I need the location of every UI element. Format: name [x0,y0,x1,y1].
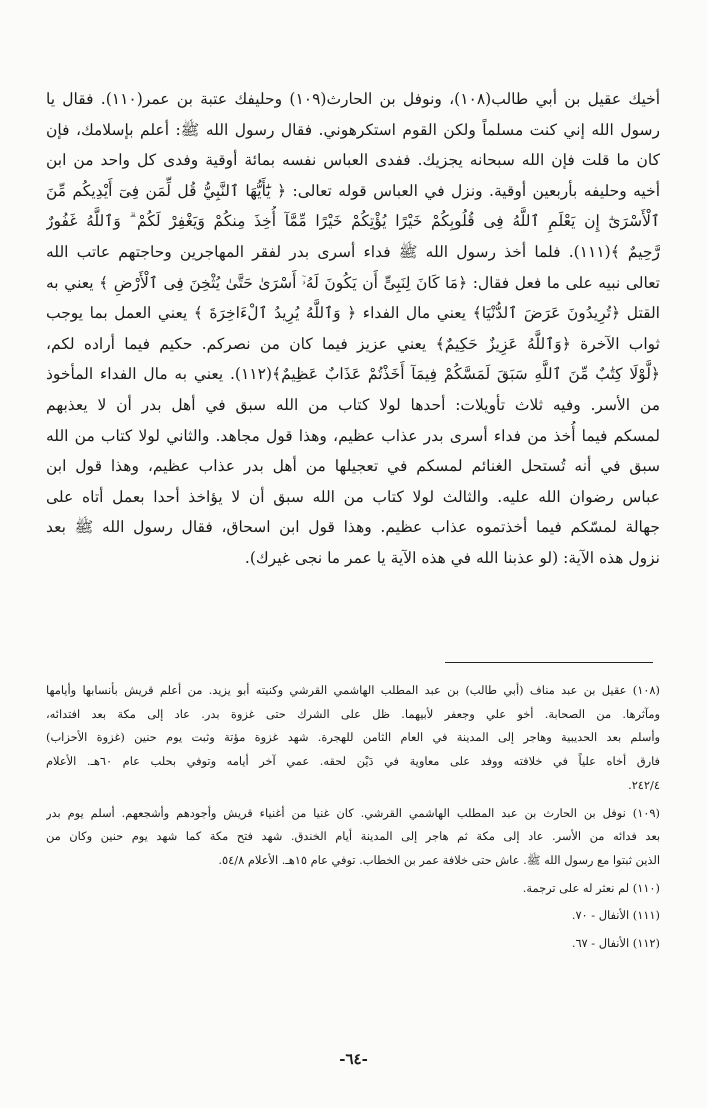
footnote-110 [46,877,660,901]
footnote-divider [445,662,653,663]
text-line: نزول هذه الآية: (لو عذبنا الله في هذه الآية يا عمر ما نجى غيرك). [244,548,660,567]
footnote-line: فارق أخاه علياً في خلافته ووفد على معاوية في دَيْن لحقه. عمي آخر أيامه وتوفي بحلب عام ٦٠هـ. الأعلام [46,754,660,769]
footnote-line: (١٠٩) نوفل بن الحارث بن عبد المطلب الهاشمي القرشي. كان غنيا من أغنياء قريش وأجودهم وأشجعهم. أسلم يوم بدر [46,805,660,820]
text-line: سبق في أنه تُستحل الغنائم لمسكم في تعجيلها من أهل بدر عذاب عظيم، وهذا قول ابن [46,457,660,476]
text-line: جهالة لمسّكم فيما أخذتموه عذاب عظيم. وهذا قول ابن اسحاق، فقال رسول الله ﷺ بعد [46,518,660,537]
text-line: القتل ﴿تُرِيدُونَ عَرَضَ ٱلدُّنْيَا﴾ يعني مال الفداء ﴿ وَٱللَّهُ يُرِيدُ ٱلْءَاخِرَةَ ﴾ يعني العمل بما يوجب [46,304,660,323]
text-line: لمسكم فيما أُخذ من فداء أسرى بدر عذاب عظيم، وهذا قول مجاهد. والثاني لولا كتاب من الله [46,426,660,445]
footnote-line: (١١٠) لم نعثر له على ترجمة. [522,880,660,895]
footnote-line: الذين ثبتوا مع رسول الله ﷺ. عاش حتى خلافة عمر بن الخطاب. توفي عام ١٥هـ. الأعلام ٥٤/٨. [218,852,660,867]
footnotes [46,679,660,960]
text-line: ٱلْأَسْرَىٰٓ إِن يَعْلَمِ ٱللَّهُ فِى قُلُوبِكُمْ خَيْرًا يُؤْتِكُمْ خَيْرًا مِّمَّآ أُخِذَ مِنكُمْ وَيَغْفِرْ لَكُمْ ۗ وَٱللَّهُ غَفُورٌ [46,212,660,231]
footnote-112 [46,932,660,956]
text-line: كان ما قلت فإن الله سبحانه يجزيك. ففدى العباس نفسه بمائة أوقية وفدى كل واحد من ابن [46,151,660,170]
footnote-109 [46,802,660,873]
footnote-line: (١٠٨) عقيل بن عبد مناف (أبي طالب) بن عبد المطلب الهاشمي القرشي وكنيته أبو يزيد. من أعلم قريش بأنسابها وأيامها [46,683,660,697]
text-line: تعالى نبيه على ما فعل فقال: ﴿مَا كَانَ لِنَبِىٍّ أَن يَكُونَ لَهُۥٓ أَسْرَىٰ حَتَّىٰ يُثْخِنَ فِى ٱلْأَرْضِ ﴾ يعني به [46,273,660,292]
footnote-108 [46,679,660,798]
footnote-line: وأسلم بعد الحديبية وهاجر إلى المدينة في العام الثامن للهجرة. شهد غزوة مؤتة وثبت يوم حنين (غزوة الأحزاب) [46,730,660,745]
text-line: ثواب الآخرة ﴿وَٱللَّهُ عَزِيزٌ حَكِيمٌ﴾ يعني عزيز فيما كان من نصركم. حكيم فيما أراده لكم، [46,334,660,353]
footnote-line: (١١١) الأنفال - ٧٠. [571,908,660,923]
footnote-line: ٢٤٢/٤. [628,777,660,792]
text-line: أخيه وحليفه بأربعين أوقية. ونزل في العباس قوله تعالى: ﴿ يَٰٓأَيُّهَا ٱلنَّبِيُّ قُل لِّمَن فِىٓ أَيْدِيكُم مِّنَ [46,181,660,200]
text-line: رَّحِيمٌ ﴾(١١١). فلما أخذ رسول الله ﷺ فداء أسرى بدر لفقر المهاجرين وحاجتهم عاتب الله [46,242,660,261]
text-line: عباس رضوان الله عليه. والثالث لولا كتاب من الله سبق أن لا يؤاخذ أحدا بعمل أتاه على [46,487,660,506]
page-number: -٦٤- [339,1050,368,1068]
footnote-line: (١١٢) الأنفال - ٦٧. [571,936,660,951]
text-line: من الأسر. وفيه ثلاث تأويلات: أحدها لولا كتاب من الله سبق في أهل بدر أن لا يعذبهم [46,395,660,414]
footnote-line: بعد فدائه من الأسر. عاد إلى مكة ثم هاجر إلى المدينة أيام الخندق. شهد فتح مكة كما شهد يوم حنين وكان من [46,829,660,844]
text-line: ﴿لَّوْلَا كِتَٰبٌ مِّنَ ٱللَّهِ سَبَقَ لَمَسَّكُمْ فِيمَآ أَخَذْتُمْ عَذَابٌ عَظِيمٌ﴾(١١٢). يعني به مال الفداء المأخوذ [46,365,660,384]
text-line: رسول الله إني كنت مسلماً ولكن القوم استكرهوني. فقال رسول الله ﷺ: أعلم بإسلامك، فإن [46,120,660,139]
text-line: أخيك عقيل بن أبي طالب(١٠٨)، ونوفل بن الحارث(١٠٩) وحليفك عتبة بن عمر(١١٠). فقال يا [46,90,660,108]
footnote-111 [46,904,660,928]
footnote-line: ومآثرها. من الصحابة. أخو علي وجعفر لأبيهما. ظل على الشرك حتى غزوة بدر. عاد إلى مكة بعد افتدائه، [46,706,660,721]
main-paragraph [46,84,660,574]
main-text [46,84,660,574]
